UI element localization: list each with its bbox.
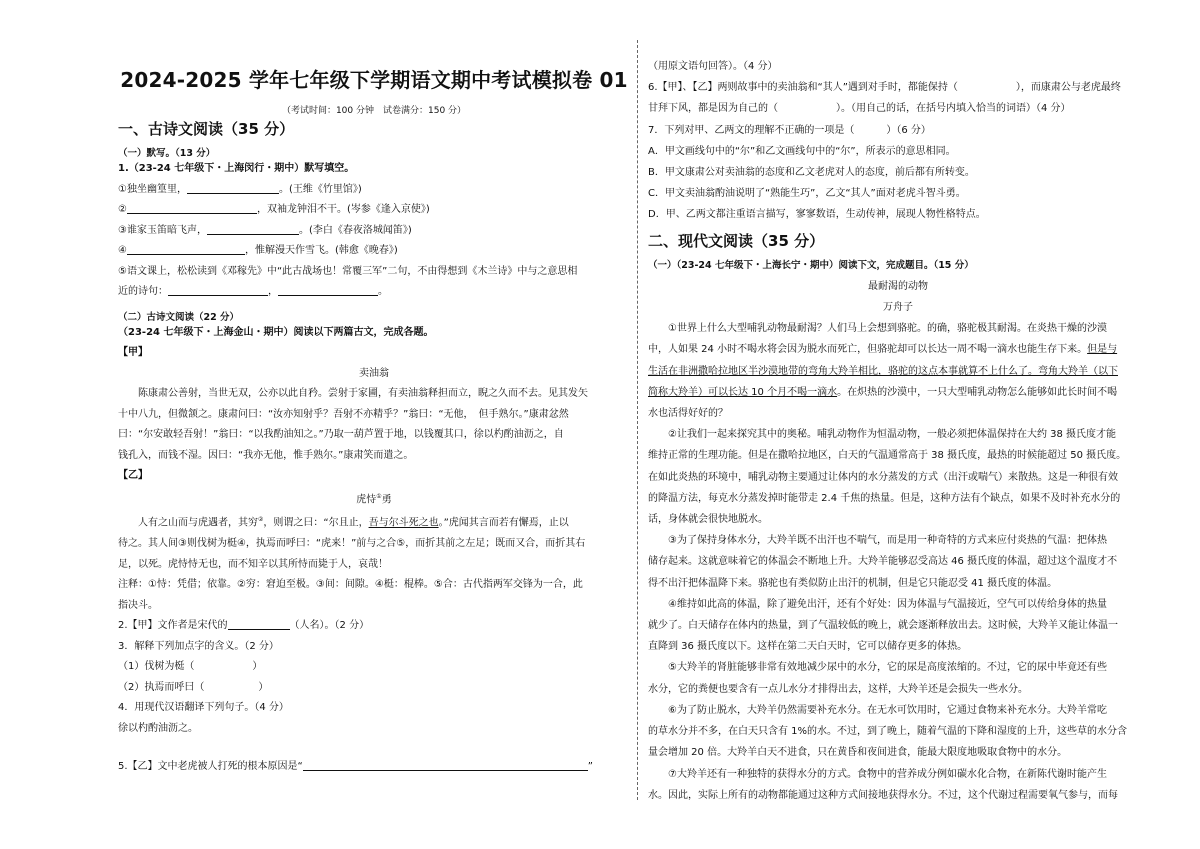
q4: 4．用现代汉语翻译下列句子。（4 分） <box>118 702 289 714</box>
answer-blank[interactable] <box>168 283 268 296</box>
q7-option-c: C．甲文卖油翁酌油说明了“熟能生巧”，乙文“其人”面对老虎斗智斗勇。 <box>648 188 966 200</box>
left-column <box>118 0 630 849</box>
jia-label: 【甲】 <box>118 347 148 358</box>
q5-continued: （用原文语句回答）。（4 分） <box>648 61 778 72</box>
jia-line-3: 曰：“尔安敢轻吾射！”翁曰：“以我酌油知之。”乃取一葫芦置于地，以钱覆其口，徐以杓酌油沥之，自 <box>118 429 564 440</box>
paragraph-3: ③为了保持身体水分，大羚羊既不出汗也不喘气，而是用一种奇特的方式来应付炎热的气温：把体热 储存起来。这就意味着它的体温会不断地上升。大羚羊能够忍受高达 46 摄氏度的体温，超过这个温度才不 得不出汗把体温降下来。骆驼也有类似防止出汗的机制，但是它只能忍受 41 摄氏度的体温。 <box>648 535 1118 589</box>
q7: 7．下列对甲、乙两文的理解不正确的一项是（ ）（6 分） <box>648 124 931 136</box>
q1-item-5-line1: ⑤语文课上，松松读到《邓稼先》中“此古战场也！常覆三军”二句，不由得想到《木兰诗》中与之意思相 <box>118 265 578 277</box>
article-title: 最耐渴的动物 <box>868 280 928 292</box>
part2-stem: （23-24 七年级下・上海金山・期中）阅读以下两篇古文，完成各题。 <box>118 326 434 338</box>
yi-line-1: 人有之山而与虎遇者，其穷②，则谓之曰：“尔且止，吾与尔斗死之也。”虎闻其言而若有懈焉，止以 <box>138 516 569 529</box>
jia-line-1: 陈康肃公善射，当世无双，公亦以此自矜。尝射于家圃，有卖油翁释担而立，睨之久而不去。见其发矢 <box>138 388 588 399</box>
right-column <box>648 0 1148 849</box>
q1-item-4: ④ ，惟解漫天作雪飞。(韩愈《晚春》) <box>118 241 630 262</box>
paragraph-7: ⑦大羚羊还有一种独特的获得水分的方式。食物中的营养成分例如碳水化合物，在新陈代谢时能产生 水。因此，实际上所有的动物都能通过这种方式间接地获得水分。不过，这个代谢过程需要氧气参与，而每 <box>648 768 1118 801</box>
q5: 5.【乙】文中老虎被人打死的根本原因是“ ” <box>118 757 630 778</box>
column-divider <box>637 40 639 800</box>
paragraph-5: ⑤大羚羊的肾脏能够非常有效地减少尿中的水分，它的尿是高度浓缩的。不过，它的尿中毕竟还有些 水分，它的粪便也要含有一点儿水分才排得出去，这样，大羚羊还是会损失一些水分。 <box>648 662 1107 695</box>
q2: 2.【甲】文作者是宋代的 （人名）。（2 分） <box>118 616 630 637</box>
note-line-1: 注释：①恃：凭借；依靠。②穷：窘迫至极。③间：间隙。④梃：棍棒。⑤合：古代指两军交锋为一合，此 <box>118 579 583 591</box>
q3-2: （2）执焉而呼曰（ ） <box>118 681 269 693</box>
q1-stem: 1.（23-24 七年级下・上海闵行・期中）默写填空。 <box>118 163 355 174</box>
answer-blank[interactable] <box>228 617 290 630</box>
q3-1: （1）伐树为梃（ ） <box>118 661 263 673</box>
q3: 3．解释下列加点字的含义。（2 分） <box>118 640 279 652</box>
jia-line-4: 钱孔入，而钱不湿。因曰：“我亦无他，惟手熟尔。”康肃笑而遣之。 <box>118 449 414 461</box>
q1-item-5-line2: 近的诗句： ， 。 <box>118 282 630 303</box>
paragraph-2: ②让我们一起来探究其中的奥秘。哺乳动物作为恒温动物，一般必须把体温保持在大约 38 摄氏度才能 维持正常的生理功能。但是在撒哈拉地区，白天的气温通常高于 38 摄氏度，最热的时候能超过 50 摄氏度。 在如此炎热的环境中，哺乳动物主要通过让体内的水分蒸发的方式（出汗或喘气）来散热。这是一种很有效 的降温方法，每克水分蒸发掉时能带走 2.4 千焦的热量。但是，这种方法有个缺点，如果不及时补充水分的 话，身体就会很快地脱水。 <box>648 429 1127 526</box>
section1-heading: 一、古诗文阅读（35 分） <box>118 120 295 138</box>
yi-line-2: 待之。其人间③则伐树为梃④，执焉而呼曰：“虎来！”前与之合⑤，而折其前之左足；既而又合，而折其右 <box>118 538 586 550</box>
exam-title: 2024-2025 学年七年级下学期语文期中考试模拟卷 01 <box>120 68 628 92</box>
yi-label: 【乙】 <box>118 470 148 481</box>
note-line-2: 指决斗。 <box>118 599 158 611</box>
section2-heading: 二、现代文阅读（35 分） <box>648 231 825 250</box>
exam-meta: （考试时间：100 分钟 试卷满分：150 分） <box>281 106 467 116</box>
part2-heading: （二）古诗文阅读（22 分） <box>118 311 240 323</box>
q1-item-3: ③谁家玉笛暗飞声， 。(李白《春夜洛城闻笛》) <box>118 221 630 242</box>
yi-title: 虎恃①勇 <box>356 492 392 505</box>
q6-line-1: 6.【甲】、【乙】两则故事中的卖油翁和“其人”遇到对手时，都能保持（ ），而康肃公与老虎最终 <box>648 82 1121 94</box>
paragraph-6: ⑥为了防止脱水，大羚羊仍然需要补充水分。在无水可饮用时，它通过食物来补充水分。大羚羊常吃 的草水分并不多，在白天只含有 1%的水。不过，到了晚上，随着气温的下降和湿度的上升，这些草的水分含 量会增加 20 倍。大羚羊白天不进食，只在黄昏和夜间进食，能最大限度地吸取食物中的水分。 <box>648 704 1128 759</box>
q1-item-1: ①独坐幽篁里， 。(王维《竹里馆》) <box>118 180 630 201</box>
q4-sentence: 徐以杓酌油沥之。 <box>118 722 198 734</box>
answer-blank[interactable] <box>127 242 245 255</box>
answer-blank[interactable] <box>187 181 279 194</box>
article-author: 万舟子 <box>883 302 913 314</box>
answer-blank[interactable] <box>278 283 378 296</box>
part1-heading: （一）默写。（13 分） <box>118 148 216 159</box>
yi-line-3: 足，以死。虎恃恃无也，而不知辛以其所恃而毙于人，哀哉！ <box>118 558 388 570</box>
paragraph-4: ④维持如此高的体温，除了避免出汗，还有个好处：因为体温与气温接近，空气可以传给身体的热量 就少了。白天储存在体内的热量，到了气温较低的晚上，就会逐渐释放出去。这时候，大羚羊又能让体温一 直降到 36 摄氏度以下。这样在第二天白天时，它可以储存更多的体热。 <box>648 598 1118 653</box>
q7-option-a: A．甲文画线句中的“尔”和乙文画线句中的“尔”，所表示的意思相同。 <box>648 145 956 157</box>
q6-line-2: 甘拜下风，都是因为自己的（ ）。（用自己的话，在括号内填入恰当的词语）（4 分） <box>648 103 1071 115</box>
paragraph-1: ①世界上什么大型哺乳动物最耐渴？人们马上会想到骆驼。的确，骆驼极其耐渴。在炎热干燥的沙漠 中，人如果 24 小时不喝水将会因为脱水而死亡，但骆驼却可以长达一周不喝一滴水也能生存下来。但是与 生活在非洲撒哈拉地区半沙漠地带的弯角大羚羊相比，骆驼的这点本事就算不上什么了。弯角大羚羊（以下 简称大羚羊）可以长达 10 个月不喝一滴水。在炽热的沙漠中，一只大型哺乳动物怎么能够如此长时间不喝 水也活得好好的？ <box>648 323 1118 420</box>
q7-option-b: B．甲文康肃公对卖油翁的态度和乙文老虎对人的态度，前后都有所转变。 <box>648 167 975 179</box>
jia-title: 卖油翁 <box>359 367 389 379</box>
q1-item-2: ② ，双袖龙钟泪不干。(岑参《逢入京使》) <box>118 200 630 221</box>
q7-option-d: D．甲、乙两文都注重语言描写，寥寥数语，生动传神，展现人物性格特点。 <box>648 209 986 221</box>
jia-line-2: 十中八九，但微颔之。康肃问曰：“汝亦知射乎？吾射不亦精乎？”翁曰：“无他， 但手熟尔。”康肃忿然 <box>118 408 569 420</box>
answer-blank[interactable] <box>127 201 257 214</box>
answer-blank[interactable] <box>303 758 588 771</box>
answer-blank[interactable] <box>207 222 299 235</box>
part-stem: （一）（23-24 七年级下・上海长宁・期中）阅读下文，完成题目。（15 分） <box>648 259 974 271</box>
